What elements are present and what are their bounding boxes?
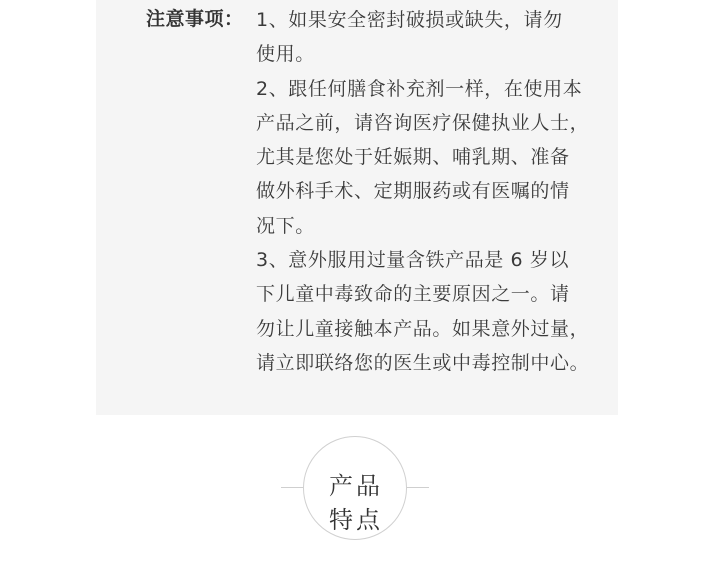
section-title-badge (303, 436, 407, 540)
section-title-line-1: 产品 (329, 472, 383, 500)
section-divider-right (407, 487, 429, 488)
notes-list (256, 3, 612, 380)
section-title-line-2: 特点 (329, 506, 383, 534)
note-line: 下儿童中毒致命的主要原因之一。请 (256, 283, 570, 306)
note-line: 请立即联络您的医生或中毒控制中心。 (256, 351, 590, 374)
note-line: 尤其是您处于妊娠期、哺乳期、准备 (256, 146, 570, 169)
note-line: 2、跟任何膳食补充剂一样，在使用本 (256, 77, 583, 100)
notes-label: 注意事项： (146, 8, 244, 30)
note-line: 勿让儿童接触本产品。如果意外过量， (256, 317, 590, 340)
section-divider-left (281, 487, 303, 488)
note-line: 产品之前，请咨询医疗保健执业人士， (256, 111, 590, 134)
note-line: 1、如果安全密封破损或缺失，请勿 (256, 9, 563, 31)
note-line: 使用。 (256, 43, 315, 66)
note-line: 3、意外服用过量含铁产品是 6 岁以 (256, 249, 570, 272)
note-line: 做外科手术、定期服药或有医嘱的情 (256, 180, 570, 203)
note-line: 况下。 (256, 214, 315, 237)
